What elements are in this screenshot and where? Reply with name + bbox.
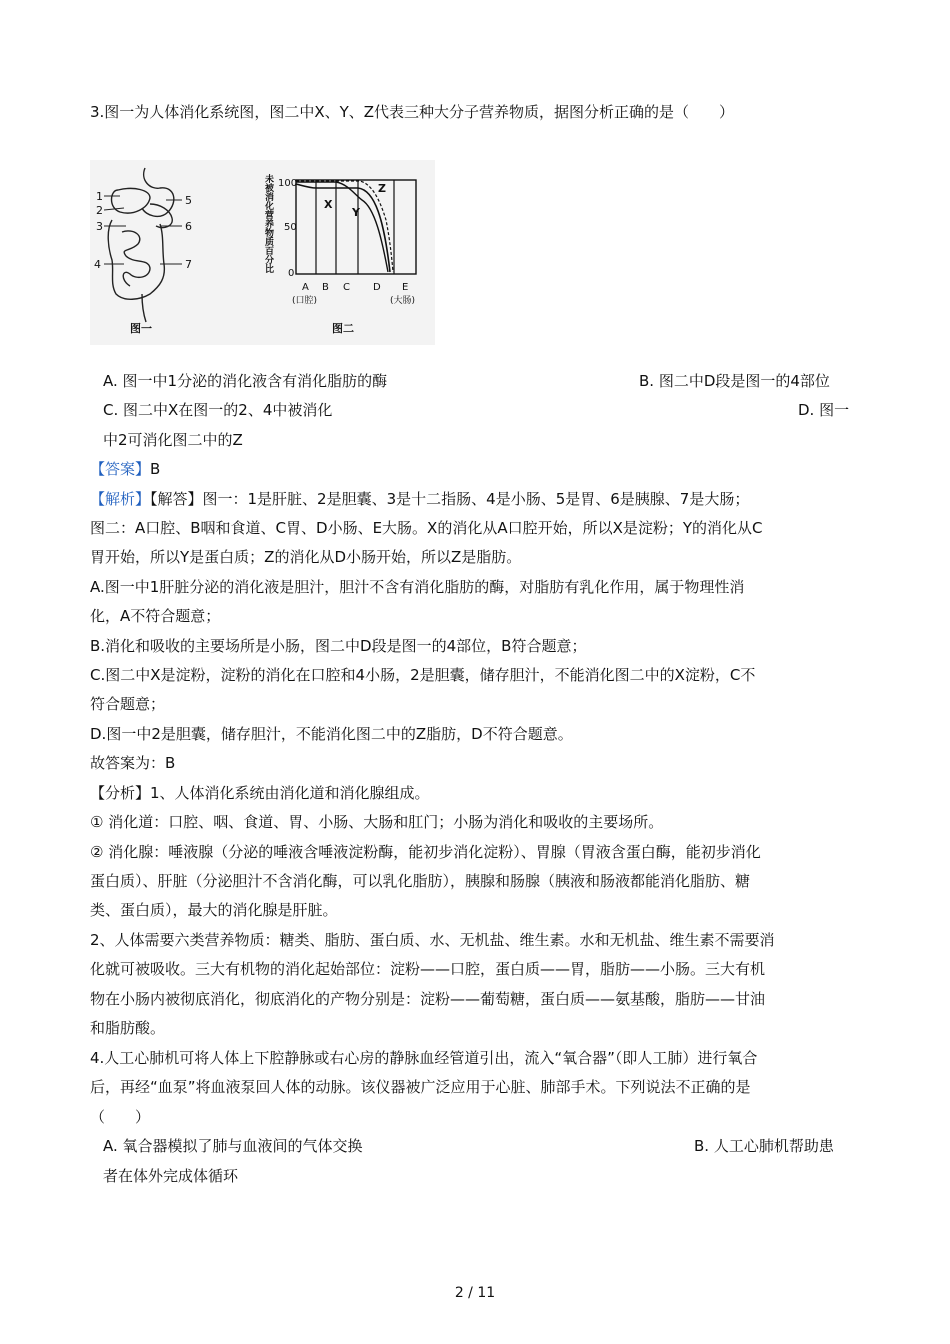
curve-label-y: Y <box>352 206 360 219</box>
curve-label-z: Z <box>378 182 386 195</box>
fig1-label-2: 2 <box>96 204 103 217</box>
fig1-label-1: 1 <box>96 190 103 203</box>
fig2-seg-e: E <box>402 282 409 293</box>
fig1-label-6: 6 <box>185 220 192 233</box>
analysis-line-15: 2、人体需要六类营养物质：糖类、脂肪、蛋白质、水、无机盐、维生素。水和无机盐、维生素不需要消 <box>90 931 775 949</box>
analysis-tag: 【解析】 <box>90 490 151 508</box>
analysis-line-8: D.图一中2是胆囊，储存胆汁，不能消化图二中的Z脂肪，D不符合题意。 <box>90 725 573 743</box>
analysis-line-4: 化，A不符合题意； <box>90 607 221 625</box>
fig2-seg-b: B <box>322 282 329 293</box>
fig1-caption: 图一 <box>130 322 152 335</box>
fig2-ytick-0: 0 <box>288 268 295 279</box>
figure-one-leader-lines <box>104 196 182 264</box>
analysis-line-3: A.图一中1肝脏分泌的消化液是胆汁，胆汁不含有消化脂肪的酶，对脂肪有乳化作用，属于物理性消 <box>90 578 745 596</box>
q3-option-b: B. 图二中D段是图一的4部位 <box>639 372 830 390</box>
analysis-line-11: ① 消化道：口腔、咽、食道、胃、小肠、大肠和肛门；小肠为消化和吸收的主要场所。 <box>90 813 664 831</box>
analysis-line-10: 【分析】1、人体消化系统由消化道和消化腺组成。 <box>90 784 430 802</box>
page-number: 2 / 11 <box>454 1285 496 1301</box>
analysis-line-17: 物在小肠内被彻底消化，彻底消化的产物分别是：淀粉——葡萄糖，蛋白质——氨基酸，脂肪——甘油 <box>90 990 766 1008</box>
fig2-ylabel: 未被消化营养物质百分比 <box>263 174 273 273</box>
answer-tag: 【答案】 <box>90 460 151 478</box>
q4-stem-line-1: 后，再经“血泵”将血液泵回人体的动脉。该仪器被广泛应用于心脏、肺部手术。下列说法不正确的是 <box>90 1078 751 1096</box>
analysis-line-18: 和脂肪酸。 <box>90 1019 166 1037</box>
q3-option-c: C. 图二中X在图一的2、4中被消化 <box>103 401 333 419</box>
q3-option-d-end: 中2可消化图二中的Z <box>103 431 243 449</box>
q4-option-b-start: B. 人工心肺机帮助患 <box>694 1137 834 1155</box>
curve-x <box>296 184 390 272</box>
q4-stem-line-0: 4.人工心肺机可将人体上下腔静脉或右心房的静脉血经管道引出，流入“氧合器”（即人工肺）进行氧合 <box>90 1049 758 1067</box>
fig2-seg-c: C <box>343 282 350 293</box>
analysis-line-16: 化就可被吸收。三大有机物的消化起始部位：淀粉——口腔，蛋白质——胃，脂肪——小肠。三大有机 <box>90 960 766 978</box>
analysis-text-0: 【解答】图一：1是肝脏、2是胆囊、3是十二指肠、4是小肠、5是胃、6是胰腺、7是大肠； <box>150 490 750 508</box>
q3-option-a: A. 图一中1分泌的消化液含有消化脂肪的酶 <box>103 372 388 390</box>
fig1-label-7: 7 <box>185 258 192 271</box>
fig2-seg-d: D <box>373 282 381 293</box>
answer-value: B <box>150 460 161 478</box>
curve-label-x: X <box>324 198 333 211</box>
digestive-figure-svg <box>90 160 435 345</box>
analysis-line-2: 胃开始，所以Y是蛋白质；Z的消化从D小肠开始，所以Z是脂肪。 <box>90 548 522 566</box>
analysis-line-14: 类、蛋白质），最大的消化腺是肝脏。 <box>90 901 338 919</box>
q4-option-b-end: 者在体外完成体循环 <box>103 1167 239 1185</box>
figure-two-chart <box>263 173 416 335</box>
analysis-line-0 <box>90 488 749 510</box>
analysis-line-1: 图二：A口腔、B咽和食道、C胃、D小肠、E大肠。X的消化从A口腔开始，所以X是淀粉；Y的消化从C <box>90 519 763 537</box>
curve-y <box>296 182 388 272</box>
fig1-label-4: 4 <box>94 258 101 271</box>
figure-one-diagram <box>108 168 174 322</box>
analysis-line-7: 符合题意； <box>90 695 166 713</box>
analysis-line-13: 蛋白质）、肝脏（分泌胆汁不含消化酶，可以乳化脂肪），胰腺和肠腺（胰液和肠液都能消化脂肪、糖 <box>90 872 751 890</box>
q4-stem-line-2: （ ） <box>90 1108 151 1126</box>
analysis-line-9: 故答案为：B <box>90 754 176 772</box>
q3-option-d-start: D. 图一 <box>798 401 850 419</box>
analysis-line-6: C.图二中X是淀粉，淀粉的消化在口腔和4小肠，2是胆囊，储存胆汁，不能消化图二中的X淀粉，C不 <box>90 666 756 684</box>
fig1-label-5: 5 <box>185 194 192 207</box>
fig2-seg-a: A <box>302 282 309 293</box>
fig2-seg-e-sub: (大肠) <box>390 296 416 306</box>
analysis-line-12: ② 消化腺：唾液腺（分泌的唾液含唾液淀粉酶，能初步消化淀粉）、胃腺（胃液含蛋白酶，能初步消化 <box>90 843 761 861</box>
fig2-caption: 图二 <box>332 322 354 335</box>
q3-answer <box>90 458 160 480</box>
analysis-line-5: B.消化和吸收的主要场所是小肠，图二中D段是图一的4部位，B符合题意； <box>90 637 587 655</box>
question-3-stem: 3.图一为人体消化系统图，图二中X、Y、Z代表三种大分子营养物质，据图分析正确的是（ ） <box>90 103 735 121</box>
fig2-seg-a-sub: (口腔) <box>292 296 318 306</box>
q4-option-a: A. 氧合器模拟了肺与血液间的气体交换 <box>103 1137 363 1155</box>
fig2-ytick-100: 100 <box>278 178 298 189</box>
fig1-label-3: 3 <box>96 220 103 233</box>
question-3-figure <box>90 160 435 345</box>
fig2-ytick-50: 50 <box>284 222 297 233</box>
